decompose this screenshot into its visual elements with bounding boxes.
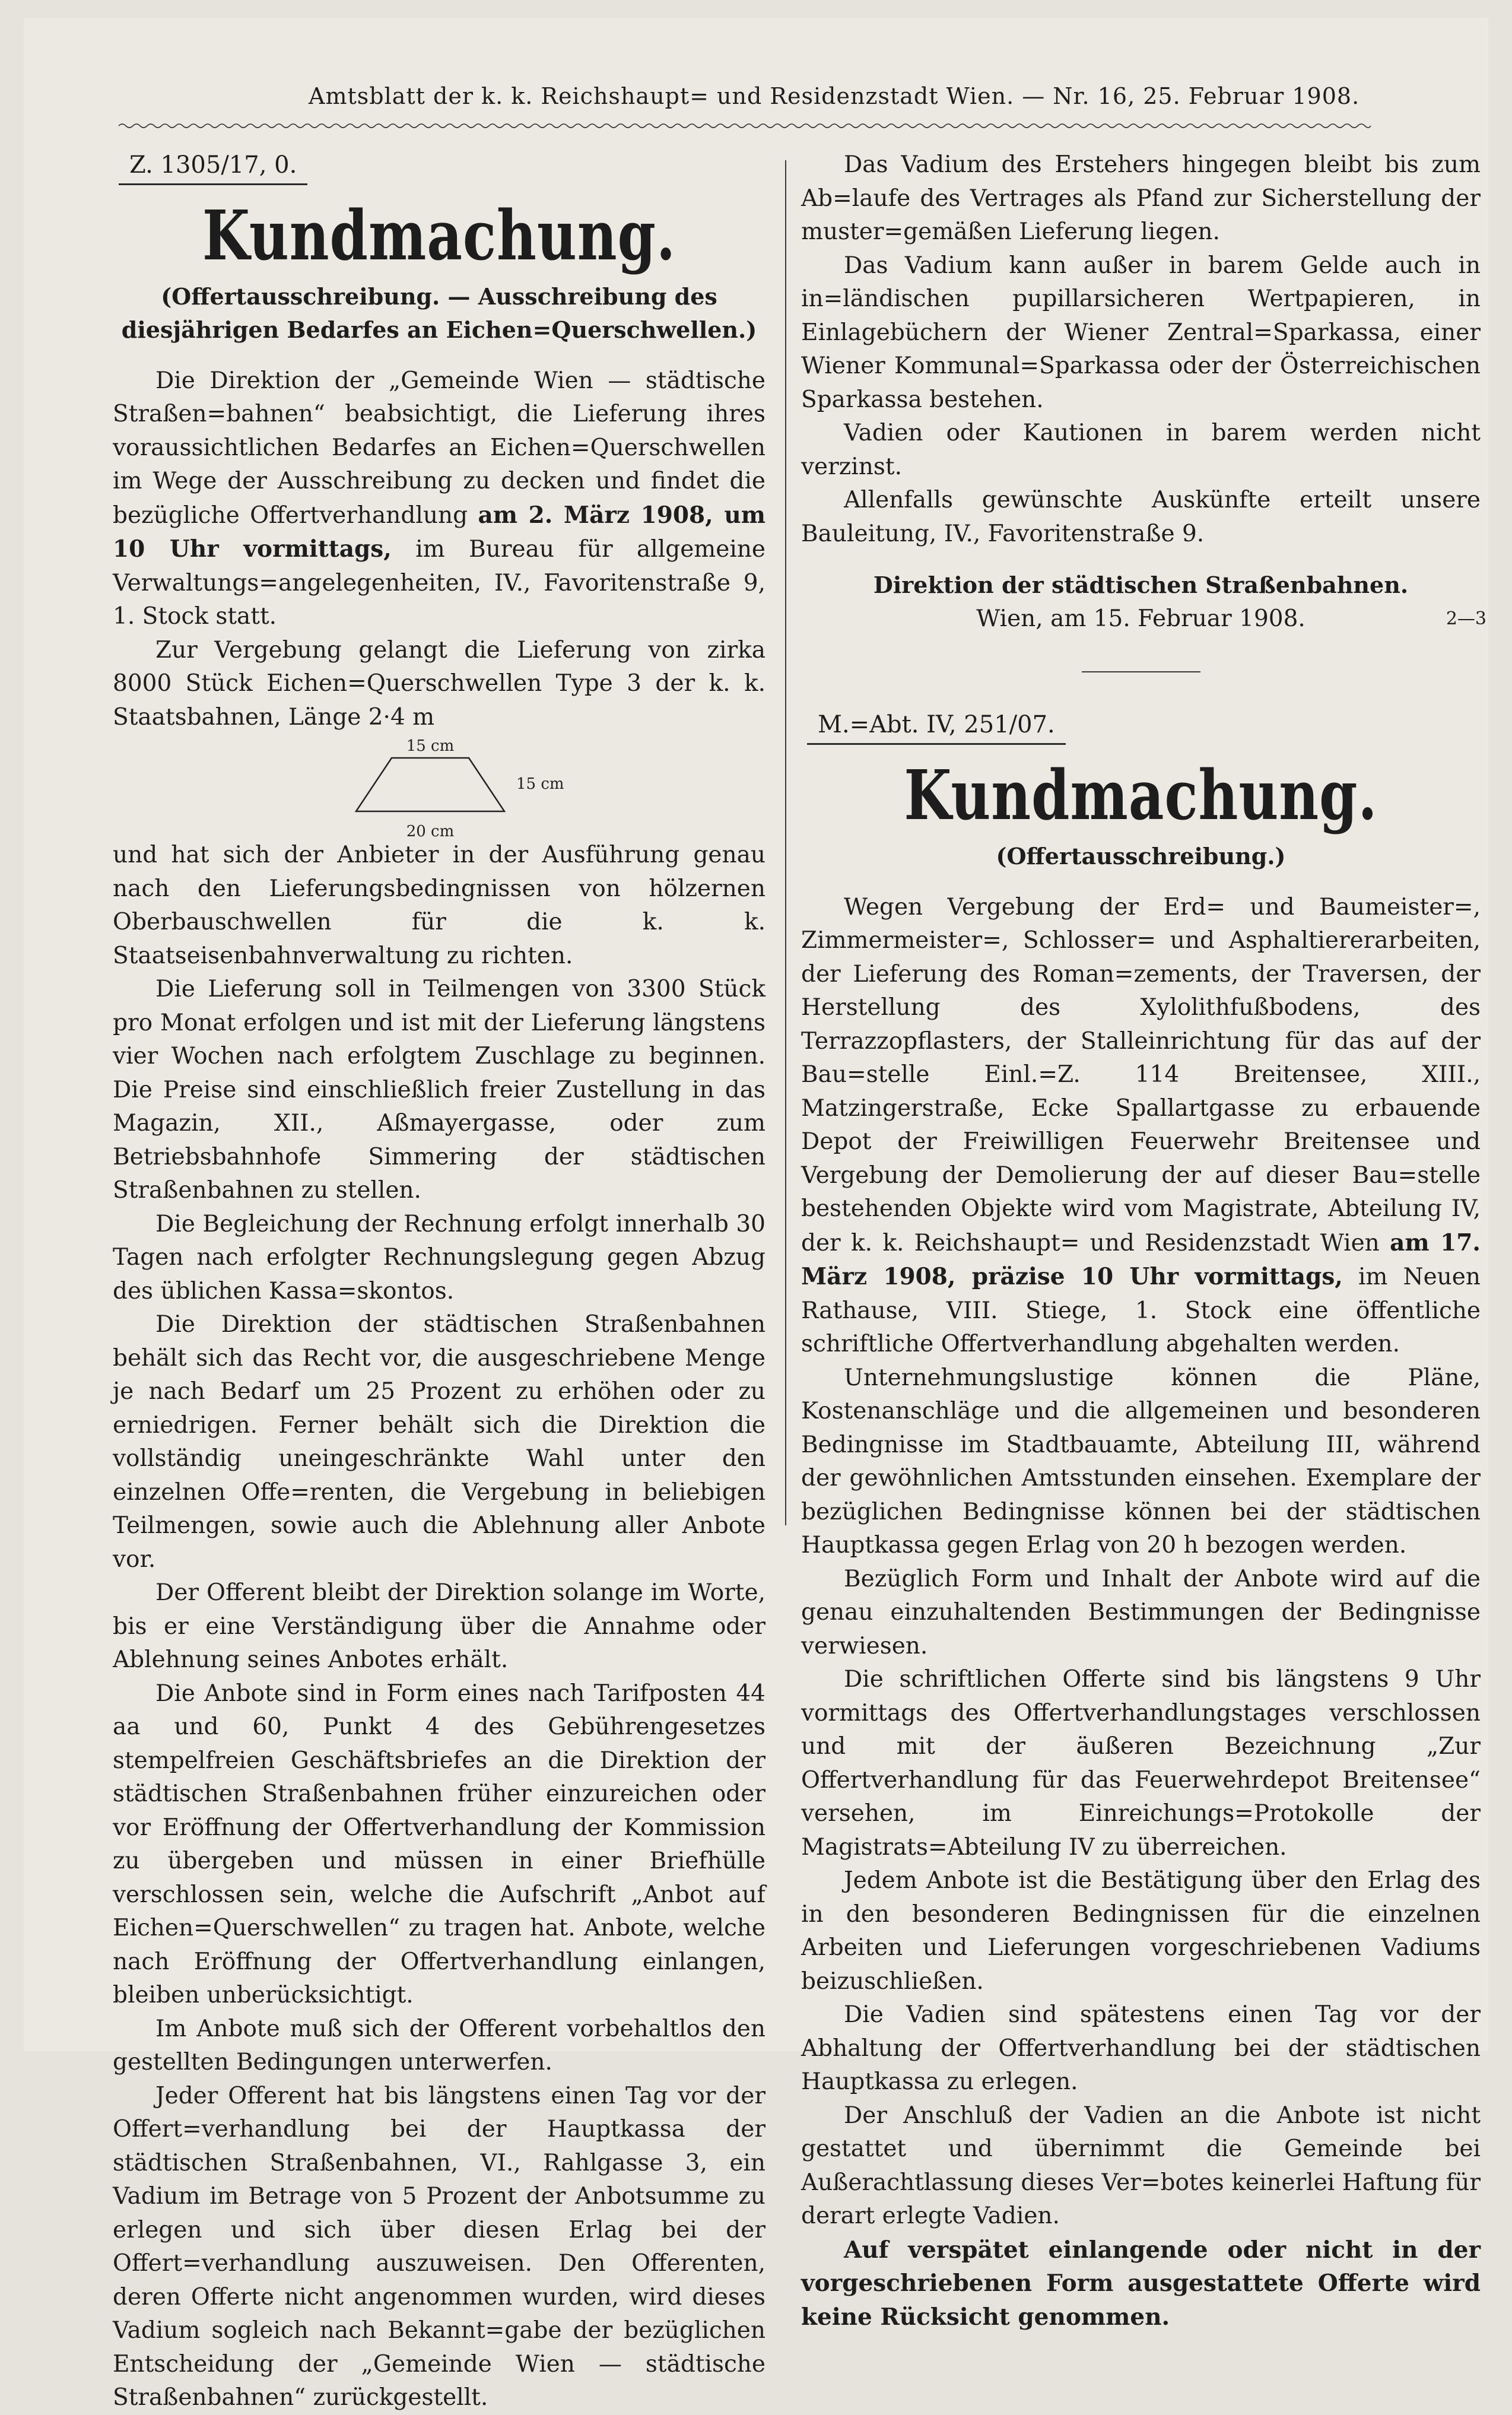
text-run: Die Direktion der „Gemeinde Wien — städtische Straßen=bahnen“ beabsichtigt, die Lieferung ihres voraussichtlichen Bedarfes an Eichen=Querschwellen im Wege der Ausschreibung zu decken und findet die bezügliche Offertverhandlung (113, 367, 765, 529)
paragraph: Der Anschluß der Vadien an die Anbote ist nicht gestattet und übernimmt die Gemeinde bei Außerachtlassung dieses Ver=botes keinerlei Haftung für derart erlegte Vadien. (801, 2102, 1481, 2229)
column-divider (785, 160, 786, 1525)
reference-number: Z. 1305/17, 0. (119, 148, 307, 185)
paragraph: und hat sich der Anbieter in der Ausführung genau nach den Lieferungsbedingnissen von hölzernen Oberbauschwellen für die k. k. Staatseisenbahnverwaltung zu richten. (113, 842, 765, 969)
place-date-line (801, 602, 1486, 636)
paragraph: Der Offerent bleibt der Direktion solange im Worte, bis er eine Verständigung über die Annahme oder Ablehnung seines Anbotes erhält. (113, 1579, 765, 1673)
insertion-tag: 2—3 (1446, 608, 1486, 629)
notice-subtitle: (Offertausschreibung.) (996, 842, 1286, 869)
paragraph: Die Begleichung der Rechnung erfolgt innerhalb 30 Tagen nach erfolgter Rechnungslegung gegen Abzug des üblichen Kassa=skontos. (113, 1210, 765, 1305)
reference-number: M.=Abt. IV, 251/07. (807, 708, 1066, 745)
paragraph: Das Vadium des Erstehers hingegen bleibt bis zum Ab=laufe des Vertrages als Pfand zur Sicherstellung der muster=gemäßen Lieferung liegen. (801, 151, 1481, 245)
closing-statement: Auf verspätet einlangende oder nicht in der vorgeschriebenen Form ausgestattete Offerte wird keine Rücksicht genommen. (801, 2236, 1481, 2331)
paragraph (113, 364, 765, 634)
paragraph: Die Vadien sind spätestens einen Tag vor der Abhaltung der Offertverhandlung bei der städtischen Hauptkassa zu erlegen. (801, 2001, 1481, 2095)
paragraph: Allenfalls gewünschte Auskünfte erteilt unsere Bauleitung, IV., Favoritenstraße 9. (801, 487, 1481, 547)
paragraph (801, 891, 1481, 1362)
section-rule (1082, 671, 1200, 672)
paragraph: Jeder Offerent hat bis längstens einen Tag vor der Offert=verhandlung bei der Hauptkassa der städtischen Straßenbahnen, VI., Rahlgasse 3, ein Vadium im Betrage von 5 Prozent der Anbotsumme zu erlegen und sich über diesen Erlag bei der Offert=verhandlung auszuweisen. Den Offerenten, deren Offerte nicht angenommen wurden, wird dieses Vadium sogleich nach Bekannt=gabe der bezüglichen Entscheidung der „Gemeinde Wien — städtische Straßenbahnen“ zurückgestellt. (113, 2082, 765, 2411)
paragraph: Zur Vergebung gelangt die Lieferung von zirka 8000 Stück Eichen=Querschwellen Type 3 der k. k. Staatsbahnen, Länge 2·4 m (113, 636, 765, 731)
trapezoid-figure (320, 734, 570, 839)
paragraph: Die schriftlichen Offerte sind bis längstens 9 Uhr vormittags des Offertverhandlungstages verschlossen und mit der äußeren Bezeichnung „Zur Offertverhandlung für das Feuerwehrdepot Breitensee“ versehen, im Einreichungs=Protokolle der Magistrats=Abteilung IV zu überreichen. (801, 1666, 1481, 1861)
right-column (801, 148, 1486, 2331)
signatory: Direktion der städtischen Straßenbahnen. (873, 572, 1409, 598)
dimension-side: 15 cm (516, 775, 564, 793)
dimension-top: 15 cm (406, 737, 455, 755)
cross-section-diagram (113, 734, 765, 839)
place-date: Wien, am 15. Februar 1908. (976, 605, 1305, 632)
trapezoid-shape (356, 758, 504, 811)
notice-subtitle: (Offertausschreibung. — Ausschreibung des diesjährigen Bedarfes an Eichen=Querschwellen.) (121, 283, 757, 343)
paragraph: Die Direktion der städtischen Straßenbahnen behält sich das Recht vor, die ausgeschriebene Menge je nach Bedarf um 25 Prozent zu erhöhen oder zu erniedrigen. Ferner behält sich die Direktion die vollständig uneingeschränkte Wahl unter den einzelnen Offe=renten, die Vergebung in beliebigen Teilmengen, sowie auch die Ablehnung aller Anbote vor. (113, 1311, 765, 1573)
text-run: im Bureau für allgemeine Verwaltungs=angelegenheiten, IV., Favoritenstraße 9, 1. Stock statt. (113, 536, 766, 630)
paragraph: Die Anbote sind in Form eines nach Tarifposten 44 aa und 60, Punkt 4 des Gebührengesetzes stempelfreien Geschäftsbriefes an die Direktion der städtischen Straßenbahnen früher einzureichen oder vor Eröffnung der Offertverhandlung der Kommission zu übergeben und müssen in einer Briefhülle verschlossen sein, welche die Aufschrift „Anbot auf Eichen=Querschwellen“ zu tragen hat. Anbote, welche nach Eröffnung der Offertverhandlung einlangen, bleiben unberücksichtigt. (113, 1680, 765, 2008)
notice-title: Kundmachung. (202, 195, 676, 275)
date-emphasis: am 2. März 1908, um 10 Uhr vormittags, (113, 501, 765, 563)
left-column (113, 148, 766, 2411)
text-run: im Neuen Rathause, VIII. Stiege, 1. Stock eine öffentliche schriftliche Offertverhandlung abgehalten werden. (801, 1264, 1481, 1357)
paragraph: Das Vadium kann außer in barem Gelde auch in in=ländischen pupillarsicheren Wertpapieren, in Einlagebüchern der Wiener Zentral=Sparkassa, einer Wiener Kommunal=Sparkassa oder der Österreichischen Sparkassa bestehen. (801, 252, 1481, 413)
paragraph: Im Anbote muß sich der Offerent vorbehaltlos den gestellten Bedingungen unterwerfen. (113, 2015, 765, 2076)
date-emphasis: am 17. März 1908, präzise 10 Uhr vormittags, (801, 1229, 1481, 1290)
notice-title: Kundmachung. (904, 755, 1378, 835)
paragraph: Die Lieferung soll in Teilmengen von 3300 Stück pro Monat erfolgen und ist mit der Lieferung längstens vier Wochen nach erfolgtem Zuschlage zu beginnen. Die Preise sind einschließlich freier Zustellung in das Magazin, XII., Aßmayergasse, oder zum Betriebsbahnhofe Simmering der städtischen Straßenbahnen zu stellen. (113, 976, 765, 1204)
wavy-rule (119, 122, 1371, 130)
text-run: Wegen Vergebung der Erd= und Baumeister=, Zimmermeister=, Schlosser= und Asphaltiererarbeiten, der Lieferung des Roman=zements, der Traversen, der Herstellung des Xylolithfußbodens, des Terrazzopflasters, der Stalleinrichtung für das auf der Bau=stelle Einl.=Z. 114 Breitensee, XIII., Matzingerstraße, Ecke Spallartgasse zu erbauende Depot der Freiwilligen Feuerwehr Breitensee und Vergebung der Demolierung der auf dieser Bau=stelle bestehenden Objekte wird vom Magistrate, Abteilung IV, der k. k. Reichshaupt= und Residenzstadt Wien (801, 893, 1481, 1256)
paragraph: Bezüglich Form und Inhalt der Anbote wird auf die genau einzuhaltenden Bestimmungen der Bedingnisse verwiesen. (801, 1565, 1481, 1659)
paragraph: Unternehmungslustige können die Pläne, Kostenanschläge und die allgemeinen und besonderen Bedingnisse im Stadtbauamte, Abteilung III, während der gewöhnlichen Amtsstunden einsehen. Exemplare der bezüglichen Bedingnisse können bei der städtischen Hauptkassa gegen Erlag von 20 h bezogen werden. (801, 1364, 1481, 1559)
dimension-bottom: 20 cm (406, 823, 455, 840)
paragraph: Jedem Anbote ist die Bestätigung über den Erlag des in den besonderen Bedingnissen für die einzelnen Arbeiten und Lieferungen vorgeschriebenen Vadiums beizuschließen. (801, 1867, 1481, 1995)
paragraph: Vadien oder Kautionen in barem werden nicht verzinst. (801, 420, 1481, 480)
masthead: Amtsblatt der k. k. Reichshaupt= und Residenzstadt Wien. — Nr. 16, 25. Februar 1908. (309, 83, 1360, 109)
